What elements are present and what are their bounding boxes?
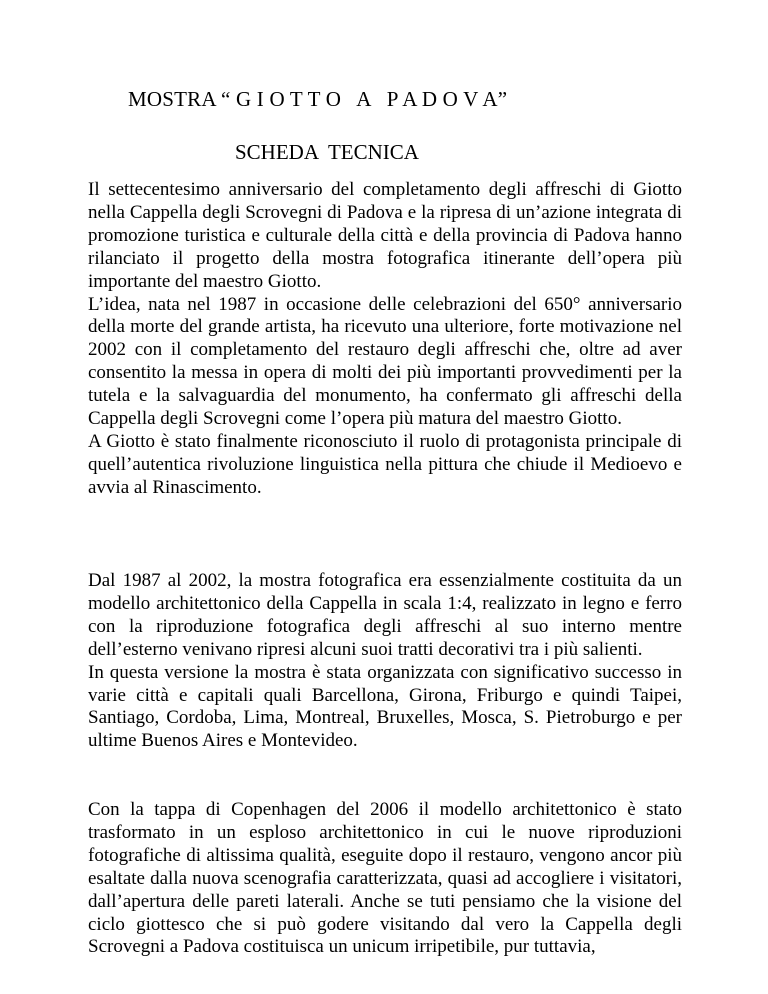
paragraph-idea: L’idea, nata nel 1987 in occasione delle celebrazioni del 650° anniversario della morte del grande artista, ha ricevuto una ulteriore, forte motivazione nel 2002 con il completamento del restauro degli affreschi che, oltre ad aver consentito la messa in opera di molti dei più importanti provvedimenti per la tutela e la salvaguardia del monumento, ha confermato gli affreschi della Cappella degli Scrovegni come l’opera più matura del maestro Giotto. xyxy=(88,293,682,430)
history-section xyxy=(88,570,682,753)
paragraph-giotto-role: A Giotto è stato finalmente riconosciuto il ruolo di protagonista principale di quell’autentica rivoluzione linguistica nella pittura che chiude il Medioevo e avvia al Rinascimento. xyxy=(88,430,682,498)
paragraph-anniversary: Il settecentesimo anniversario del completamento degli affreschi di Giotto nella Cappella degli Scrovegni di Padova e la ripresa di un’azione integrata di promozione turistica e culturale della città e della provincia di Padova hanno rilanciato il progetto della mostra fotografica itinerante dell’opera più importante del maestro Giotto. xyxy=(88,179,682,292)
paragraph-copenhagen: Con la tappa di Copenhagen del 2006 il modello architettonico è stato trasformato in un esploso architettonico in cui le nuove riproduzioni fotografiche di altissima qualità, eseguite dopo il restauro, vengono ancor più esaltate dalla nuova scenografia caratterizzata, quasi ad accogliere i visitatori, dall’apertura delle pareti laterali. Anche se tuti pensiamo che la visione del ciclo giottesco che si può godere visitando dal vero la Cappella degli Scrovegni a Padova costituisca un unicum irripetibile, pur tuttavia, xyxy=(88,799,682,958)
document-title: MOSTRA “ G I O T T O A P A D O V A” xyxy=(128,87,508,111)
copenhagen-section xyxy=(88,799,682,959)
document-subtitle: SCHEDA TECNICA xyxy=(235,140,419,164)
paragraph-model: Dal 1987 al 2002, la mostra fotografica era essenzialmente costituita da un modello architettonico della Cappella in scala 1:4, realizzato in legno e ferro con la riproduzione fotografica degli affreschi al suo interno mentre dell’esterno venivano ripresi alcuni suoi tratti decorativi tra i più salienti. xyxy=(88,570,682,660)
paragraph-venues: In questa versione la mostra è stata organizzata con significativo successo in varie città e capitali quali Barcellona, Girona, Friburgo e quindi Taipei, Santiago, Cordoba, Lima, Montreal, Bruxelles, Mosca, S. Pietroburgo e per ultime Buenos Aires e Montevideo. xyxy=(88,661,682,752)
intro-section xyxy=(88,179,682,500)
